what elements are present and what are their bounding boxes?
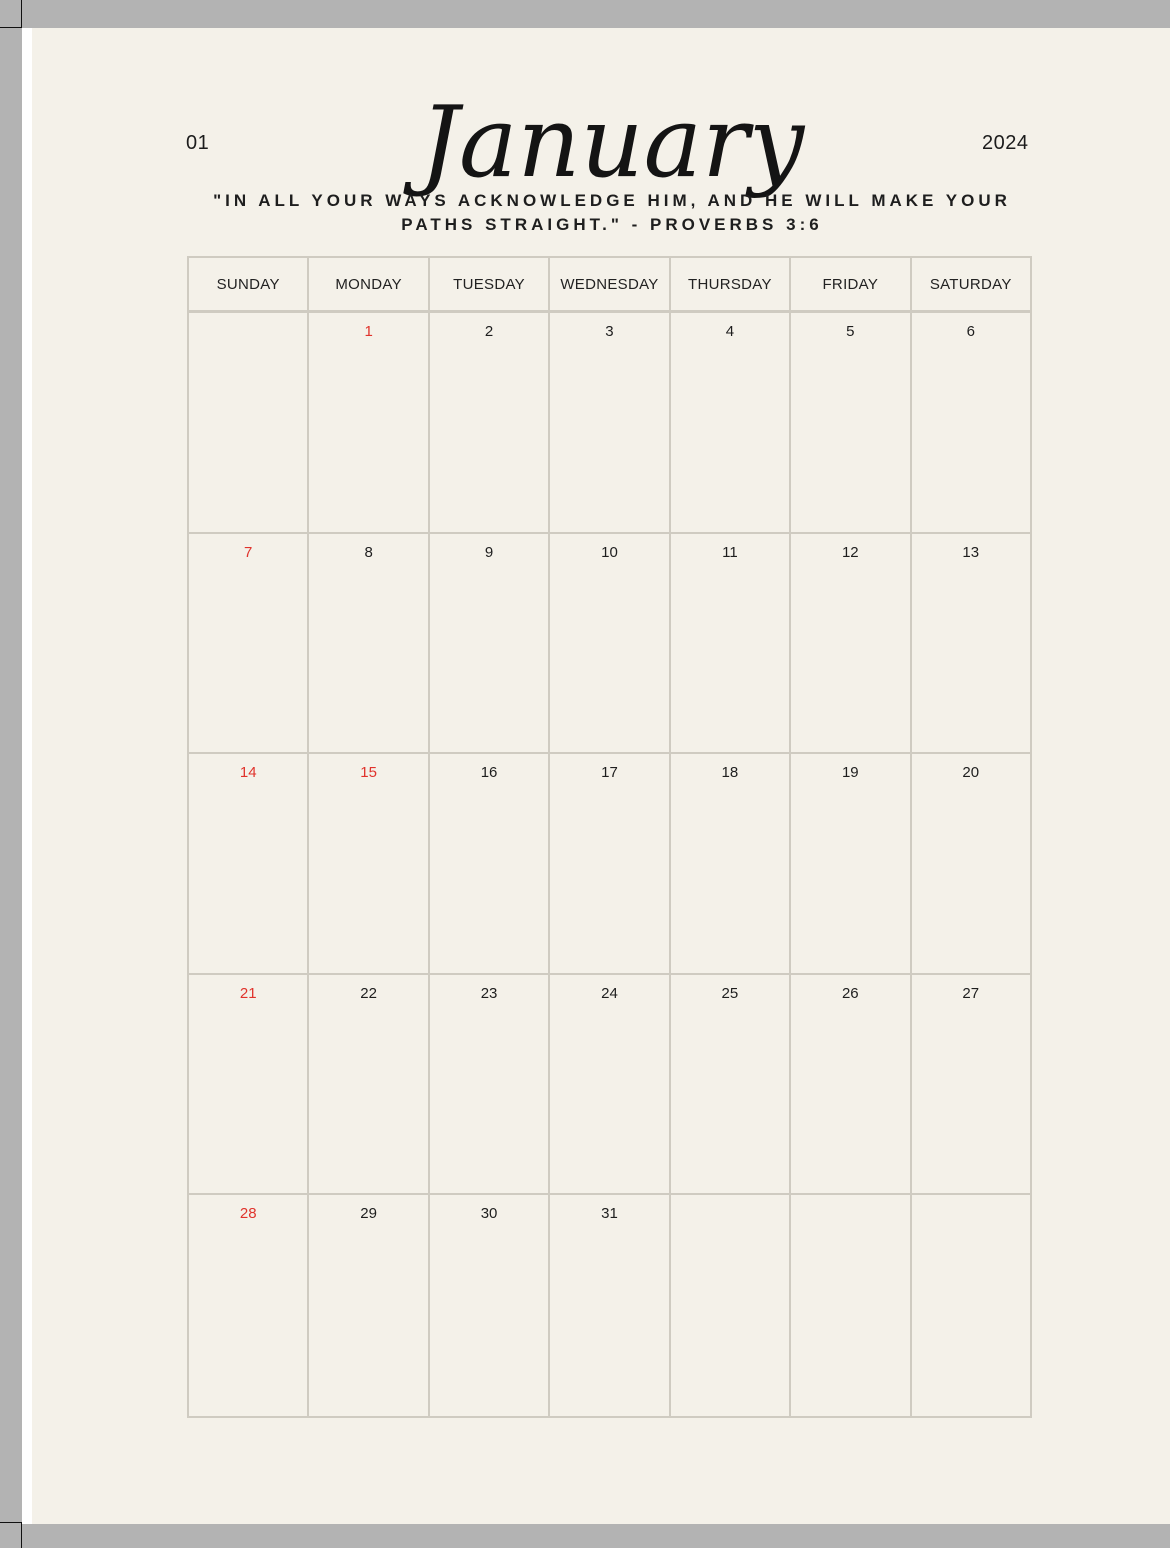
day-cell[interactable]: 10 <box>550 534 670 753</box>
month-title <box>392 76 832 206</box>
quote-line-1: "IN ALL YOUR WAYS ACKNOWLEDGE HIM, AND HE WILL MAKE YOUR <box>213 191 1011 210</box>
day-cell[interactable]: 13 <box>962 543 980 561</box>
crop-mark-top <box>0 0 22 28</box>
day-cell[interactable]: 31 <box>550 1195 670 1416</box>
day-cell[interactable]: 3 <box>550 313 670 532</box>
weekday-friday: FRIDAY <box>791 258 911 310</box>
calendar-grid <box>187 256 1032 1418</box>
day-cell[interactable]: 26 <box>791 975 911 1194</box>
day-cell[interactable]: 17 <box>550 754 670 973</box>
day-cell[interactable] <box>791 1195 911 1416</box>
day-cell[interactable]: 21 <box>189 975 309 1194</box>
day-cell[interactable]: 2 <box>430 313 550 532</box>
day-cell[interactable]: 6 <box>966 323 975 340</box>
page-edge <box>22 28 32 1524</box>
day-cell[interactable]: 25 <box>671 975 791 1194</box>
week-row-2 <box>189 534 1030 755</box>
crop-mark-bottom <box>0 1522 22 1548</box>
day-cell[interactable]: 19 <box>791 754 911 973</box>
weekday-monday: MONDAY <box>309 258 429 310</box>
day-cell[interactable]: 8 <box>309 534 429 753</box>
weekday-thursday: THURSDAY <box>671 258 791 310</box>
day-cell[interactable]: 22 <box>309 975 429 1194</box>
year: 2024 <box>982 132 1029 154</box>
day-cell[interactable]: 15 <box>309 754 429 973</box>
day-cell[interactable]: 20 <box>962 764 980 782</box>
week-row-3 <box>189 754 1030 975</box>
calendar-page <box>32 28 1170 1524</box>
quote-line-2: PATHS STRAIGHT." - PROVERBS 3:6 <box>401 215 823 234</box>
month-title-script <box>392 76 832 206</box>
day-cell[interactable]: 9 <box>430 534 550 753</box>
day-cell[interactable]: 23 <box>430 975 550 1194</box>
month-title-text: January <box>419 86 805 200</box>
weekday-sunday: SUNDAY <box>189 258 309 310</box>
day-cell[interactable] <box>912 1195 1030 1416</box>
day-cell[interactable]: 29 <box>309 1195 429 1416</box>
week-row-4 <box>189 975 1030 1196</box>
weekday-saturday: SATURDAY <box>929 275 1012 293</box>
weekday-tuesday: TUESDAY <box>430 258 550 310</box>
day-cell[interactable]: 4 <box>671 313 791 532</box>
day-cell[interactable]: 28 <box>189 1195 309 1416</box>
day-cell[interactable] <box>189 313 309 532</box>
day-cell[interactable]: 14 <box>189 754 309 973</box>
day-cell[interactable]: 1 <box>309 313 429 532</box>
day-cell[interactable]: 24 <box>550 975 670 1194</box>
week-row-1 <box>189 313 1030 534</box>
day-cell[interactable] <box>671 1195 791 1416</box>
day-cell[interactable]: 5 <box>791 313 911 532</box>
month-number: 01 <box>186 132 210 154</box>
weekday-header-row <box>189 258 1030 313</box>
day-cell[interactable]: 11 <box>671 534 791 753</box>
day-cell[interactable]: 18 <box>671 754 791 973</box>
day-cell[interactable]: 27 <box>962 984 980 1002</box>
bible-quote <box>182 189 1042 237</box>
week-row-5 <box>189 1195 1030 1416</box>
day-cell[interactable]: 16 <box>430 754 550 973</box>
day-cell[interactable]: 12 <box>791 534 911 753</box>
weekday-wednesday: WEDNESDAY <box>550 258 670 310</box>
day-cell[interactable]: 30 <box>430 1195 550 1416</box>
day-cell[interactable]: 7 <box>189 534 309 753</box>
